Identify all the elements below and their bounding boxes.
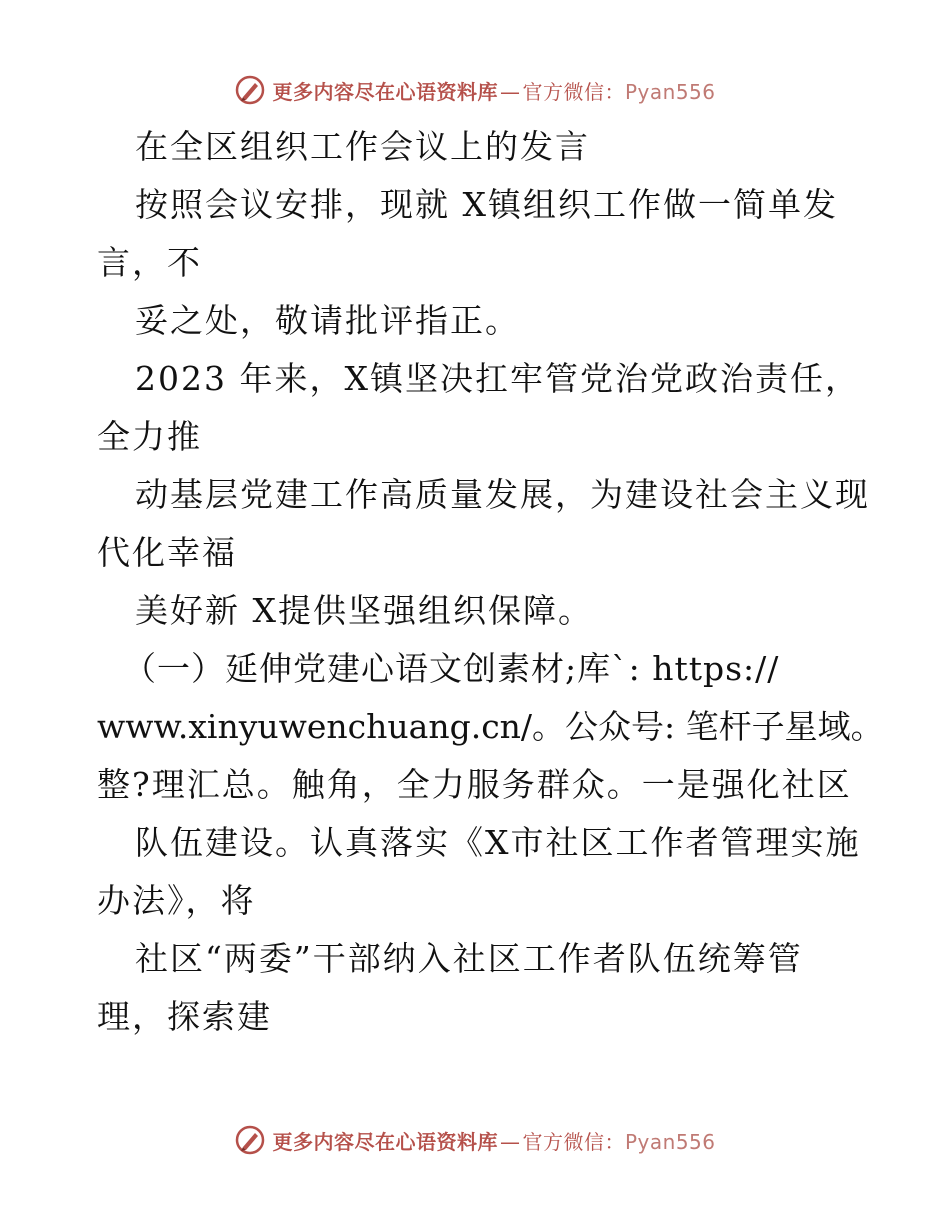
paragraph-line: 按照会议安排，现就 X镇组织工作做一简单发 <box>135 185 838 224</box>
banner-brand-text: 更多内容尽在心语资料库 <box>272 79 498 104</box>
paragraph-line: 动基层党建工作高质量发展，为建设社会主义现 <box>135 475 870 514</box>
header-banner <box>0 68 950 112</box>
paragraph-line: 队伍建设。认真落实《X市社区工作者管理实施 <box>135 823 861 862</box>
red-pen-seal-icon <box>234 1124 266 1156</box>
banner-wechat-label: 官方微信： <box>522 79 625 104</box>
paragraph-line: 妥之处，敬请批评指正。 <box>135 301 520 340</box>
red-pen-seal-icon <box>234 74 266 106</box>
paragraph-line: 美好新 X提供坚强组织保障。 <box>135 591 593 630</box>
banner-wechat-id: Pyan556 <box>624 79 716 104</box>
banner-dash: — <box>499 1129 521 1154</box>
paragraph-line: （一）延伸党建心语文创素材;库`: https:// <box>123 649 780 688</box>
banner-dash: — <box>499 79 521 104</box>
paragraph-line: 言，不 <box>97 243 202 282</box>
paragraph-line: 代化幸福 <box>97 533 237 572</box>
banner-brand-text: 更多内容尽在心语资料库 <box>272 1129 498 1154</box>
paragraph-line: 全力推 <box>97 417 202 456</box>
paragraph-line: 社区“两委”干部纳入社区工作者队伍统筹管 <box>135 939 803 978</box>
banner-wechat-label: 官方微信： <box>522 1129 625 1154</box>
paragraph-line: 2023 年来，X镇坚决扛牢管党治党政治责任， <box>135 359 860 398</box>
paragraph-line: 理，探索建 <box>97 997 272 1036</box>
footer-banner <box>0 1118 950 1162</box>
document-title: 在全区组织工作会议上的发言 <box>135 127 590 166</box>
paragraph-line: 办法》，将 <box>97 881 256 920</box>
paragraph-line: 整?理汇总。触角，全力服务群众。一是强化社区 <box>97 765 852 804</box>
banner-text <box>272 76 715 105</box>
banner-text <box>272 1126 715 1155</box>
banner-wechat-id: Pyan556 <box>624 1129 716 1154</box>
paragraph-line: www.xinyuwenchuang.cn/。公众号: 笔杆子星域。 <box>97 707 884 746</box>
